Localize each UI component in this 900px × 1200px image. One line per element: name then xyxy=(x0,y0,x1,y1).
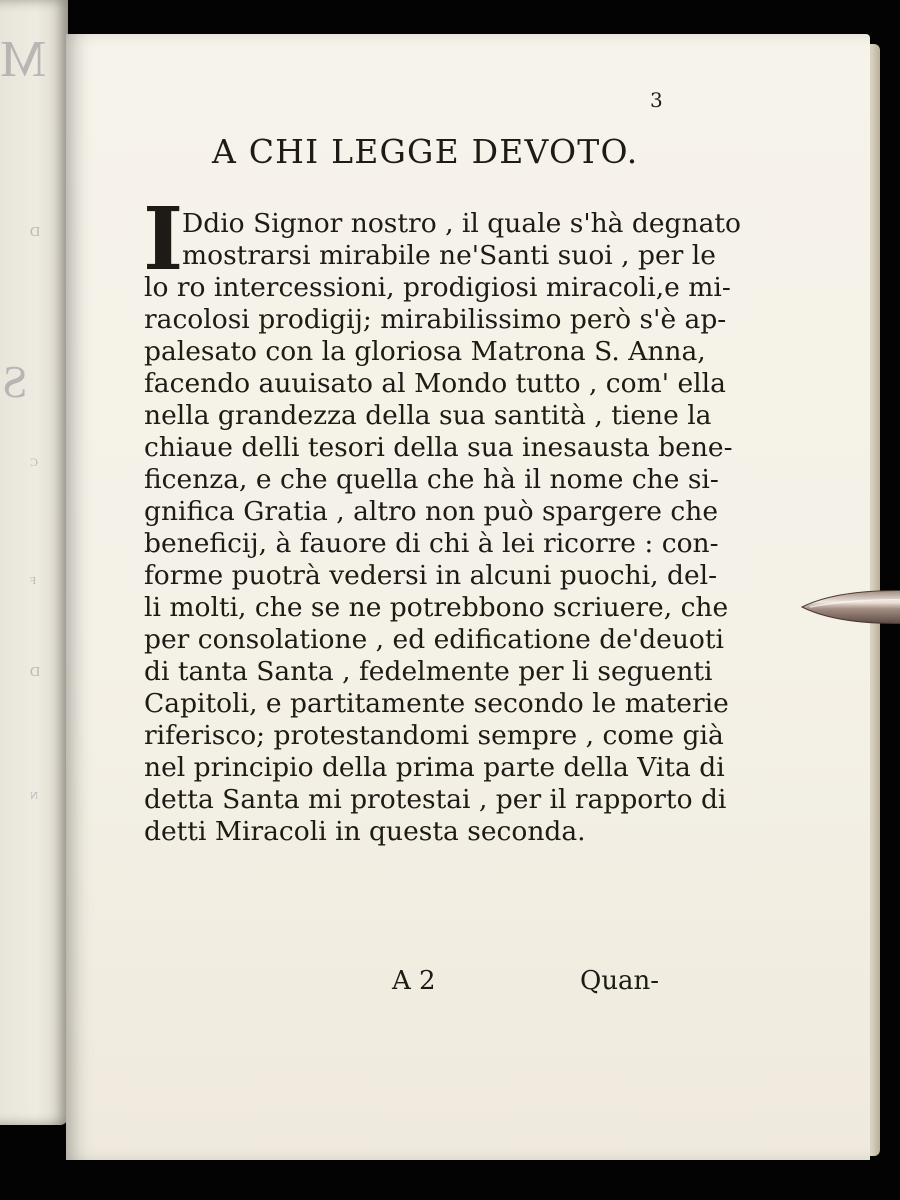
show-through-mark: N xyxy=(30,790,38,802)
text-line: detta Santa mi protestai , per il rapporto di xyxy=(144,784,727,815)
show-through-mark: M xyxy=(0,31,47,88)
facing-page xyxy=(0,0,68,1125)
text-line: beneficij, à fauore di chi à lei ricorre : con- xyxy=(144,528,719,559)
show-through-mark: C xyxy=(30,455,39,469)
signature-mark: A 2 xyxy=(392,966,436,996)
text-line: mostrarsi mirabile ne'Santi suoi , per le xyxy=(182,240,716,271)
text-line: li molti, che se ne potrebbono scriuere, che xyxy=(144,592,729,623)
show-through-mark: F xyxy=(30,575,37,587)
page-heading: A CHI LEGGE DEVOTO. xyxy=(212,132,639,171)
text-line: lo ro intercessioni, prodigiosi miracoli,e mi- xyxy=(144,272,731,303)
text-line: ficenza, e che quella che hà il nome che si- xyxy=(144,464,719,495)
text-line: riferisco; protestandomi sempre , come già xyxy=(144,720,724,751)
text-line: per consolatione , ed edificatione de'deuoti xyxy=(144,624,725,655)
text-line: facendo auuisato al Mondo tutto , com' ella xyxy=(144,368,726,399)
show-through-mark: S xyxy=(2,356,28,407)
text-line: gnifica Gratia , altro non può spargere che xyxy=(144,496,719,527)
catchword: Quan- xyxy=(580,966,660,996)
text-line: nel principio della prima parte della Vita di xyxy=(144,752,725,783)
show-through-mark: D xyxy=(30,665,41,680)
text-line: Capitoli, e partitamente secondo le materie xyxy=(144,688,729,719)
text-line: di tanta Santa , fedelmente per li seguenti xyxy=(144,656,713,687)
text-line: Ddio Signor nostro , il quale s'hà degnato xyxy=(182,208,741,239)
text-line: chiaue delli tesori della sua inesausta bene- xyxy=(144,432,733,463)
text-line: forme puotrà vedersi in alcuni puochi, del- xyxy=(144,560,718,591)
text-line: nella grandezza della sua santità , tiene la xyxy=(144,400,712,431)
text-line: detti Miracoli in questa seconda. xyxy=(144,816,586,847)
metal-bookmark-clip xyxy=(800,585,900,629)
text-line: palesato con la gloriosa Matrona S. Anna, xyxy=(144,336,706,367)
drop-cap: I xyxy=(143,189,184,290)
page-number: 3 xyxy=(650,88,663,112)
text-line: racolosi prodigij; mirabilissimo però s'è ap- xyxy=(144,304,727,335)
show-through-mark: D xyxy=(30,225,41,240)
